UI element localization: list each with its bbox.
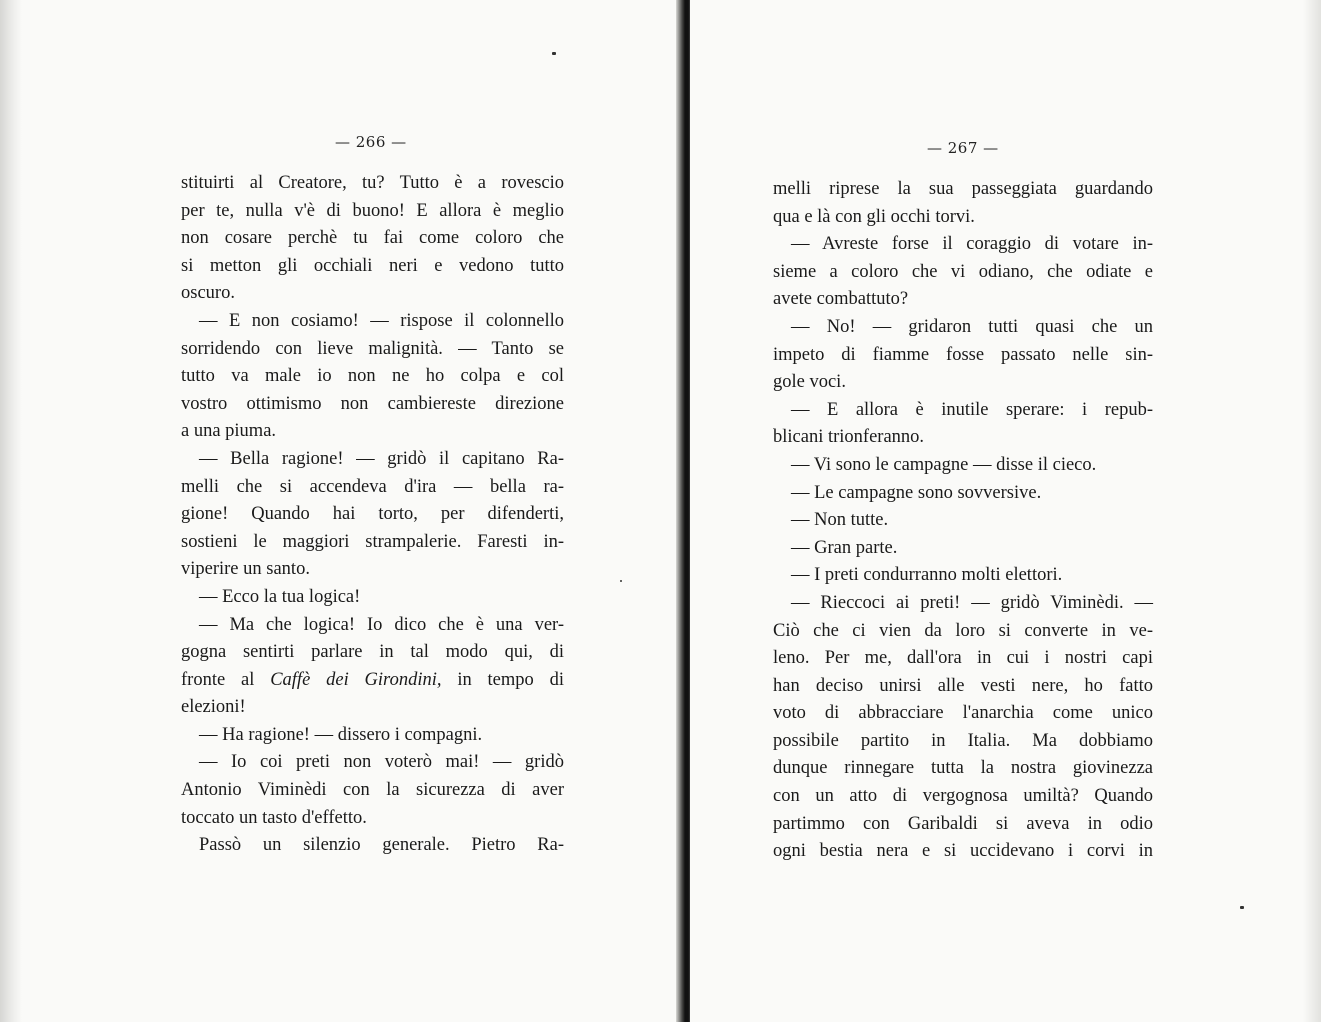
- text-line: oscuro.: [181, 283, 235, 304]
- text-line: — Rieccoci ai preti! — gridò Viminèdi. —: [791, 592, 1153, 613]
- text-fragment: fronte al: [181, 669, 255, 690]
- text-line: blicani trionferanno.: [773, 427, 925, 448]
- text-line: ogni bestia nera e si uccidevano i corvi in: [773, 841, 1153, 862]
- left-page-text: [181, 170, 564, 860]
- text-line: — Non tutte.: [791, 510, 889, 531]
- text-line: — I preti condurranno molti elettori.: [791, 565, 1063, 586]
- text-line: si metton gli occhiali neri e vedono tutto: [181, 255, 564, 276]
- text-line: a una piuma.: [181, 421, 277, 442]
- text-line: toccato un tasto d'effetto.: [181, 807, 367, 828]
- right-page-text: [773, 176, 1153, 866]
- text-line: — Vi sono le campagne — disse il cieco.: [791, 454, 1097, 475]
- print-speck: [552, 52, 556, 55]
- text-line: non cosare perchè tu fai come coloro che: [181, 228, 564, 249]
- text-line: possibile partito in Italia. Ma dobbiamo: [773, 730, 1153, 751]
- page-number-right: — 267 —: [927, 139, 999, 157]
- text-line: — Io coi preti non voterò mai! — gridò: [199, 752, 564, 773]
- text-line: [181, 667, 564, 695]
- text-line: — Gran parte.: [791, 537, 898, 558]
- text-line: elezioni!: [181, 697, 246, 718]
- text-line: — E non cosiamo! — rispose il colonnello: [199, 310, 564, 331]
- text-line: dunque rinnegare tutta la nostra giovinezza: [773, 758, 1153, 779]
- text-line: — Bella ragione! — gridò il capitano Ra-: [199, 448, 564, 469]
- text-line: gogna sentirti parlare in tal modo qui, di: [181, 642, 564, 663]
- text-line: partimmo con Garibaldi si aveva in odio: [773, 813, 1153, 834]
- page-number-left: — 266 —: [335, 133, 407, 151]
- text-line: stituirti al Creatore, tu? Tutto è a rovescio: [181, 173, 564, 193]
- text-line: per te, nulla v'è di buono! E allora è meglio: [181, 200, 564, 221]
- text-line: viperire un santo.: [181, 559, 310, 580]
- text-line: — Ha ragione! — dissero i compagni.: [199, 724, 483, 745]
- text-line: — Ma che logica! Io dico che è una ver-: [199, 614, 564, 635]
- text-line: — No! — gridaron tutti quasi che un: [791, 316, 1153, 337]
- text-line: leno. Per me, dall'ora in cui i nostri capi: [773, 648, 1153, 669]
- print-speck: [1240, 906, 1244, 909]
- text-line: con un atto di vergognosa umiltà? Quando: [773, 786, 1153, 807]
- text-line: han deciso unirsi alle vesti nere, ho fatto: [773, 675, 1153, 696]
- text-line: — Ecco la tua logica!: [199, 586, 361, 607]
- text-line: melli riprese la sua passeggiata guardando: [773, 179, 1153, 199]
- text-line: impeto di fiamme fosse passato nelle sin-: [773, 344, 1153, 365]
- text-line: — Le campagne sono sovversive.: [791, 482, 1042, 503]
- italic-title: Caffè dei Girondini,: [270, 669, 442, 690]
- text-line: Passò un silenzio generale. Pietro Ra-: [199, 835, 564, 856]
- text-line: gione! Quando hai torto, per difenderti,: [181, 504, 564, 525]
- text-line: gole voci.: [773, 372, 846, 393]
- text-line: — Avreste forse il coraggio di votare in-: [791, 234, 1153, 255]
- right-page: [690, 0, 1321, 1022]
- print-speck: [620, 580, 622, 582]
- text-line: Antonio Viminèdi con la sicurezza di aver: [181, 780, 564, 801]
- text-line: — E allora è inutile sperare: i repub-: [791, 399, 1153, 420]
- text-line: melli che si accendeva d'ira — bella ra-: [181, 476, 564, 497]
- text-line: qua e là con gli occhi torvi.: [773, 206, 975, 227]
- text-line: Ciò che ci vien da loro si converte in ve-: [773, 620, 1153, 641]
- text-line: sostieni le maggiori strampalerie. Faresti in-: [181, 531, 564, 552]
- page-edge-shadow: [1303, 0, 1321, 1022]
- page-edge-shadow: [0, 0, 22, 1022]
- text-line: sieme a coloro che vi odiano, che odiate e: [773, 261, 1153, 282]
- text-line: tutto va male io non ne ho colpa e col: [181, 366, 564, 387]
- text-fragment: in tempo di: [457, 669, 564, 690]
- text-line: avete combattuto?: [773, 289, 909, 310]
- text-line: vostro ottimismo non cambiereste direzione: [181, 393, 564, 414]
- text-line: sorridendo con lieve malignità. — Tanto se: [181, 338, 564, 359]
- text-line: voto di abbracciare l'anarchia come unico: [773, 703, 1153, 724]
